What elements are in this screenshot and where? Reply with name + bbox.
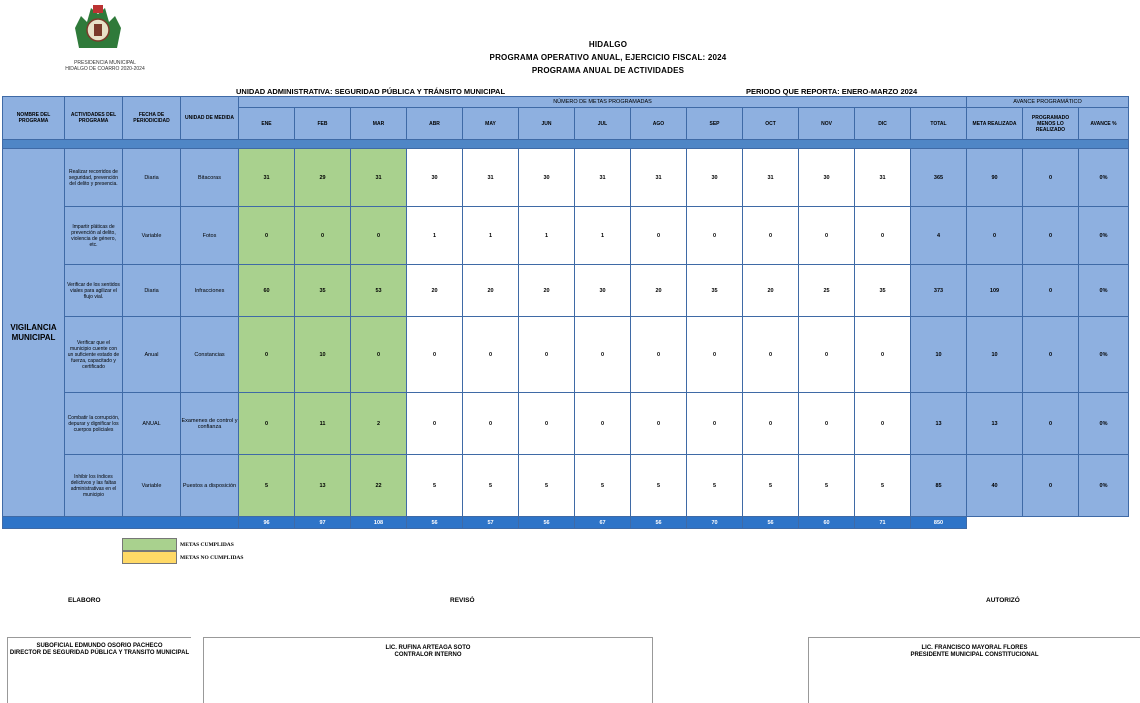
month-value-cell: 5: [855, 455, 911, 517]
title-program: PROGRAMA OPERATIVO ANUAL, EJERCICIO FISCAL: 2024: [489, 53, 727, 62]
frequency-cell: Anual: [123, 317, 181, 393]
achieved-cell: 40: [967, 455, 1023, 517]
achieved-cell: 90: [967, 149, 1023, 207]
reviewed-signature-box: [203, 637, 653, 703]
month-value-cell: 0: [239, 393, 295, 455]
month-value-cell: 5: [687, 455, 743, 517]
col-unit-header: UNIDAD DE MEDIDA: [181, 97, 239, 140]
month-value-cell: 0: [239, 207, 295, 265]
separator-band: [3, 140, 1129, 149]
percent-cell: 0%: [1079, 207, 1129, 265]
unit-cell: Puestos a disposición: [181, 455, 239, 517]
month-value-cell: 5: [799, 455, 855, 517]
month-header: JUL: [575, 108, 631, 140]
achieved-header: META REALIZADA: [967, 108, 1023, 140]
month-value-cell: 0: [239, 317, 295, 393]
month-total-cell: 60: [799, 517, 855, 529]
title-state: HIDALGO: [588, 40, 628, 49]
activity-cell: Impartir pláticas de prevención al delito, violencia de género, etc.: [65, 207, 123, 265]
programmed-minus-cell: 0: [1023, 393, 1079, 455]
month-value-cell: 22: [351, 455, 407, 517]
month-value-cell: 5: [743, 455, 799, 517]
month-header: DIC: [855, 108, 911, 140]
month-value-cell: 0: [351, 207, 407, 265]
programmed-minus-cell: 0: [1023, 317, 1079, 393]
month-value-cell: 1: [519, 207, 575, 265]
frequency-cell: Diaria: [123, 149, 181, 207]
legend-met-label: METAS CUMPLIDAS: [180, 541, 234, 548]
month-value-cell: 5: [239, 455, 295, 517]
month-header: AGO: [631, 108, 687, 140]
prepared-signature-box: [7, 637, 191, 703]
unit-cell: Examenes de control y confianza: [181, 393, 239, 455]
col-frequency-header: FECHA DE PERIODICIDAD: [123, 97, 181, 140]
table-row: [3, 149, 1129, 207]
month-value-cell: 5: [519, 455, 575, 517]
programmed-minus-cell: 0: [1023, 455, 1079, 517]
month-header: MAR: [351, 108, 407, 140]
month-header: MAY: [463, 108, 519, 140]
total-cell: 85: [911, 455, 967, 517]
program-name-cell: VIGILANCIA MUNICIPAL: [3, 149, 65, 517]
prepared-label: ELABORO: [68, 597, 101, 604]
unit-cell: Constancias: [181, 317, 239, 393]
programmed-minus-cell: 0: [1023, 265, 1079, 317]
frequency-cell: Variable: [123, 207, 181, 265]
activity-cell: Verificar de los sentidos viales para agilizar el flujo vial.: [65, 265, 123, 317]
programmed-minus-header: PROGRAMADO MENOS LO REALIZADO: [1023, 108, 1079, 140]
month-value-cell: 0: [463, 317, 519, 393]
month-header: OCT: [743, 108, 799, 140]
month-value-cell: 31: [631, 149, 687, 207]
month-value-cell: 31: [463, 149, 519, 207]
month-total-cell: 56: [407, 517, 463, 529]
progress-group-header: AVANCE PROGRAMÁTICO: [967, 97, 1129, 108]
month-value-cell: 0: [743, 207, 799, 265]
unit-label: UNIDAD ADMINISTRATIVA: SEGURIDAD PÚBLICA Y TRÁNSITO MUNICIPAL: [236, 87, 506, 96]
month-value-cell: 0: [295, 207, 351, 265]
total-cell: 4: [911, 207, 967, 265]
authorized-signature-box: [808, 637, 1140, 703]
legend-unmet-label: METAS NO CUMPLIDAS: [180, 554, 244, 561]
month-value-cell: 30: [799, 149, 855, 207]
month-value-cell: 0: [687, 393, 743, 455]
total-cell: 373: [911, 265, 967, 317]
totals-blank-cell: [1023, 517, 1079, 529]
col-program-header: NOMBRE DEL PROGRAMA: [3, 97, 65, 140]
month-total-cell: 96: [239, 517, 295, 529]
total-cell: 10: [911, 317, 967, 393]
percent-header: AVANCE %: [1079, 108, 1129, 140]
activities-table: [2, 96, 1129, 529]
programmed-minus-cell: 0: [1023, 149, 1079, 207]
month-total-cell: 67: [575, 517, 631, 529]
municipality-line1: PRESIDENCIA MUNICIPAL: [74, 60, 136, 66]
month-value-cell: 0: [631, 393, 687, 455]
col-activities-header: ACTIVIDADES DEL PROGRAMA: [65, 97, 123, 140]
frequency-cell: ANUAL: [123, 393, 181, 455]
month-value-cell: 35: [855, 265, 911, 317]
month-value-cell: 5: [407, 455, 463, 517]
month-value-cell: 31: [855, 149, 911, 207]
month-value-cell: 0: [799, 393, 855, 455]
month-value-cell: 31: [239, 149, 295, 207]
month-value-cell: 31: [575, 149, 631, 207]
month-value-cell: 0: [575, 317, 631, 393]
month-value-cell: 25: [799, 265, 855, 317]
month-value-cell: 0: [855, 317, 911, 393]
month-value-cell: 1: [463, 207, 519, 265]
achieved-cell: 109: [967, 265, 1023, 317]
achieved-cell: 10: [967, 317, 1023, 393]
legend-unmet-swatch: [122, 551, 177, 564]
month-value-cell: 0: [407, 317, 463, 393]
month-value-cell: 0: [631, 207, 687, 265]
table-row: [3, 265, 1129, 317]
month-total-cell: 57: [463, 517, 519, 529]
month-value-cell: 13: [295, 455, 351, 517]
month-value-cell: 35: [687, 265, 743, 317]
month-total-cell: 97: [295, 517, 351, 529]
authorized-label: AUTORIZÓ: [986, 597, 1020, 604]
month-value-cell: 30: [575, 265, 631, 317]
month-value-cell: 20: [743, 265, 799, 317]
month-value-cell: 0: [351, 317, 407, 393]
month-value-cell: 5: [463, 455, 519, 517]
month-value-cell: 31: [351, 149, 407, 207]
month-value-cell: 0: [743, 317, 799, 393]
total-cell: 13: [911, 393, 967, 455]
percent-cell: 0%: [1079, 149, 1129, 207]
prepared-name: SUBOFICIAL EDMUNDO OSORIO PACHECO: [36, 643, 163, 649]
authorized-title: PRESIDENTE MUNICIPAL CONSTITUCIONAL: [910, 652, 1039, 658]
month-value-cell: 30: [687, 149, 743, 207]
month-value-cell: 1: [575, 207, 631, 265]
percent-cell: 0%: [1079, 393, 1129, 455]
month-value-cell: 2: [351, 393, 407, 455]
achieved-cell: 0: [967, 207, 1023, 265]
unit-cell: Bitacoras: [181, 149, 239, 207]
month-header: ENE: [239, 108, 295, 140]
month-value-cell: 20: [631, 265, 687, 317]
legend-met-swatch: [122, 538, 177, 551]
grand-total-cell: 850: [911, 517, 967, 529]
month-value-cell: 20: [407, 265, 463, 317]
totals-row: [3, 517, 1129, 529]
total-cell: 365: [911, 149, 967, 207]
month-total-cell: 71: [855, 517, 911, 529]
activity-cell: Inhibir los índices delictivos y las faltas administrativas en el municipio: [65, 455, 123, 517]
month-value-cell: 0: [855, 207, 911, 265]
goals-group-header: NÚMERO DE METAS PROGRAMADAS: [239, 97, 967, 108]
activity-cell: Realizar recorridos de seguridad, prevención del delito y presencia.: [65, 149, 123, 207]
reviewed-title: CONTRALOR INTERNO: [394, 652, 462, 658]
month-value-cell: 1: [407, 207, 463, 265]
month-header: FEB: [295, 108, 351, 140]
month-value-cell: 0: [799, 317, 855, 393]
percent-cell: 0%: [1079, 265, 1129, 317]
frequency-cell: Diaria: [123, 265, 181, 317]
month-total-cell: 108: [351, 517, 407, 529]
authorized-name: LIC. FRANCISCO MAYORAL FLORES: [921, 645, 1028, 651]
month-value-cell: 0: [407, 393, 463, 455]
month-value-cell: 0: [687, 317, 743, 393]
table-row: [3, 207, 1129, 265]
month-value-cell: 0: [463, 393, 519, 455]
month-value-cell: 60: [239, 265, 295, 317]
totals-row-label-cell: [3, 517, 239, 529]
month-value-cell: 0: [519, 393, 575, 455]
table-row: [3, 455, 1129, 517]
month-value-cell: 0: [743, 393, 799, 455]
month-total-cell: 56: [743, 517, 799, 529]
month-value-cell: 0: [855, 393, 911, 455]
month-total-cell: 56: [631, 517, 687, 529]
percent-cell: 0%: [1079, 317, 1129, 393]
totals-blank-cell: [967, 517, 1023, 529]
reviewed-label: REVISÓ: [450, 597, 475, 604]
frequency-cell: Variable: [123, 455, 181, 517]
month-value-cell: 0: [575, 393, 631, 455]
total-header: TOTAL: [911, 108, 967, 140]
month-value-cell: 31: [743, 149, 799, 207]
month-total-cell: 56: [519, 517, 575, 529]
month-value-cell: 5: [631, 455, 687, 517]
month-value-cell: 30: [407, 149, 463, 207]
title-activities: PROGRAMA ANUAL DE ACTIVIDADES: [531, 66, 685, 75]
month-header: NOV: [799, 108, 855, 140]
activity-cell: Verificar que el municipio cuente con un suficiente estado de fuerza, capacitado y certificado: [65, 317, 123, 393]
month-header: ABR: [407, 108, 463, 140]
month-value-cell: 0: [631, 317, 687, 393]
month-value-cell: 30: [519, 149, 575, 207]
programmed-minus-cell: 0: [1023, 207, 1079, 265]
month-value-cell: 35: [295, 265, 351, 317]
unit-cell: Fotos: [181, 207, 239, 265]
month-header: JUN: [519, 108, 575, 140]
month-value-cell: 5: [575, 455, 631, 517]
table-row: [3, 317, 1129, 393]
totals-blank-cell: [1079, 517, 1129, 529]
municipality-line2: HIDALGO DE COARRO 2020-2024: [65, 66, 145, 72]
month-value-cell: 0: [799, 207, 855, 265]
month-header: SEP: [687, 108, 743, 140]
month-value-cell: 20: [519, 265, 575, 317]
month-value-cell: 20: [463, 265, 519, 317]
prepared-title: DIRECTOR DE SEGURIDAD PÚBLICA Y TRANSITO MUNICIPAL: [9, 650, 190, 656]
achieved-cell: 13: [967, 393, 1023, 455]
table-row: [3, 393, 1129, 455]
percent-cell: 0%: [1079, 455, 1129, 517]
month-value-cell: 53: [351, 265, 407, 317]
month-value-cell: 10: [295, 317, 351, 393]
period-label: PERIODO QUE REPORTA: ENERO-MARZO 2024: [746, 87, 918, 96]
month-value-cell: 0: [519, 317, 575, 393]
month-value-cell: 29: [295, 149, 351, 207]
month-total-cell: 70: [687, 517, 743, 529]
reviewed-name: LIC. RUFINA ARTEAGA SOTO: [385, 645, 471, 651]
activity-cell: Combatir la corrupción, depurar y dignificar los cuerpos policiales: [65, 393, 123, 455]
month-value-cell: 11: [295, 393, 351, 455]
unit-cell: Infracciones: [181, 265, 239, 317]
legend: [122, 538, 243, 564]
month-value-cell: 0: [687, 207, 743, 265]
